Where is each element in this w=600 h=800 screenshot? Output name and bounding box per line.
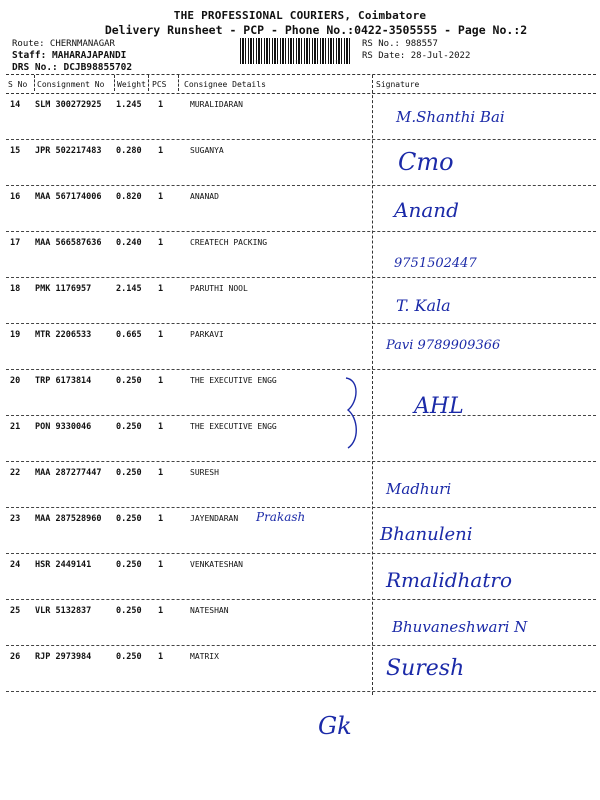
column-header-signature: Signature	[376, 80, 420, 89]
row-consignee: THE EXECUTIVE ENGG	[190, 376, 277, 385]
row-consignee: ANANAD	[190, 192, 219, 201]
row-signature: AHL	[414, 394, 464, 419]
table-row	[6, 646, 596, 692]
row-sno: 25	[10, 606, 21, 616]
table-row	[6, 462, 596, 508]
row-sno: 24	[10, 560, 21, 570]
page-subtitle: Delivery Runsheet - PCP - Phone No.:0422-3505555 - Page No.:2	[104, 23, 528, 37]
row-weight: 0.280	[116, 146, 142, 156]
table-row	[6, 416, 596, 462]
row-consignment: SLM 300272925	[35, 100, 102, 110]
row-signature: 9751502447	[394, 256, 477, 271]
row-sno: 18	[10, 284, 21, 294]
table-row	[6, 554, 596, 600]
row-sno: 19	[10, 330, 21, 340]
barcode	[240, 38, 352, 64]
table-row	[6, 370, 596, 419]
row-consignment: MAA 566587636	[35, 238, 102, 248]
row-sno: 22	[10, 468, 21, 478]
runsheet-table	[6, 74, 596, 695]
row-pcs: 1	[158, 560, 164, 570]
row-weight: 2.145	[116, 284, 142, 294]
row-weight: 0.250	[116, 376, 142, 386]
row-consignment: VLR 5132837	[35, 606, 92, 616]
row-signature: Rmalidhatro	[386, 568, 512, 592]
row-consignee: JAYENDARAN	[190, 514, 239, 523]
row-sno: 21	[10, 422, 21, 432]
row-consignment: HSR 2449141	[35, 560, 92, 570]
table-row	[6, 94, 596, 140]
drs-number: DRS No.: DCJB98855702	[12, 62, 133, 73]
row-pcs: 1	[158, 422, 164, 432]
row-signature: Anand	[394, 198, 459, 222]
row-consignment: PMK 1176957	[35, 284, 92, 294]
row-signature: Suresh	[386, 656, 465, 681]
row-sno: 16	[10, 192, 21, 202]
page-title: THE PROFESSIONAL COURIERS, Coimbatore	[173, 9, 427, 22]
row-weight: 0.250	[116, 652, 142, 662]
row-signature: M.Shanthi Bai	[396, 108, 505, 126]
row-weight: 1.245	[116, 100, 142, 110]
row-consignment: JPR 502217483	[35, 146, 102, 156]
row-pcs: 1	[158, 514, 164, 524]
row-pcs: 1	[158, 652, 164, 662]
route-label: Route: CHERNMANAGAR	[12, 39, 115, 49]
table-row	[6, 140, 596, 186]
row-weight: 0.250	[116, 606, 142, 616]
table-row	[6, 186, 596, 232]
row-consignee: SURESH	[190, 468, 219, 477]
row-weight: 0.820	[116, 192, 142, 202]
row-consignment: MAA 567174006	[35, 192, 102, 202]
staff-label: Staff: MAHARAJAPANDI	[12, 50, 127, 61]
row-consignee: CREATECH PACKING	[190, 238, 268, 247]
column-header-consignment: Consignment No	[37, 80, 105, 89]
row-consignment: MAA 287277447	[35, 468, 102, 478]
row-pcs: 1	[158, 468, 164, 478]
row-sno: 14	[10, 100, 21, 110]
column-header-weight: Weight	[117, 80, 146, 89]
row-consignee: THE EXECUTIVE ENGG	[190, 422, 277, 431]
row-pcs: 1	[158, 284, 164, 294]
rs-date: RS Date: 28-Jul-2022	[362, 51, 471, 61]
row-signature: Bhuvaneshwari N	[392, 618, 528, 636]
row-sno: 23	[10, 514, 21, 524]
row-pcs: 1	[158, 606, 164, 616]
row-weight: 0.250	[116, 560, 142, 570]
row-weight: 0.240	[116, 238, 142, 248]
table-row	[6, 232, 596, 278]
row-weight: 0.665	[116, 330, 142, 340]
row-pcs: 1	[158, 192, 164, 202]
row-weight: 0.250	[116, 514, 142, 524]
row-consignee: PARUTHI NOOL	[190, 284, 248, 293]
table-row	[6, 324, 596, 370]
row-consignee: SUGANYA	[190, 146, 224, 155]
brace-mark	[338, 374, 368, 452]
row-sno: 20	[10, 376, 21, 386]
row-signature: T. Kala	[396, 296, 451, 315]
row-consignment: MAA 287528960	[35, 514, 102, 524]
row-consignee: PARKAVI	[190, 330, 224, 339]
table-row	[6, 278, 596, 324]
row-signature: Cmo	[398, 148, 454, 176]
row-weight: 0.250	[116, 422, 142, 432]
row-pcs: 1	[158, 146, 164, 156]
row-sno: 17	[10, 238, 21, 248]
row-consignment: PON 9330046	[35, 422, 92, 432]
row-signature: Madhuri	[386, 480, 452, 498]
table-row	[6, 600, 596, 646]
row-weight: 0.250	[116, 468, 142, 478]
column-header-consignee: Consignee Details	[184, 80, 266, 89]
row-pcs: 1	[158, 238, 164, 248]
row-consignee: NATESHAN	[190, 606, 229, 615]
row-pcs: 1	[158, 376, 164, 386]
row-consignee: MATRIX	[190, 652, 219, 661]
column-header-sno: S No	[8, 80, 28, 89]
row-pcs: 1	[158, 100, 164, 110]
row-consignment: TRP 6173814	[35, 376, 92, 386]
row-signature: Bhanuleni	[380, 524, 473, 545]
row-signature: Pavi 9789909366	[386, 338, 501, 353]
handwritten-prakash: Prakash	[256, 510, 306, 524]
row-consignee: MURALIDARAN	[190, 100, 243, 109]
rs-number: RS No.: 988557	[362, 39, 438, 49]
row-consignment: RJP 2973984	[35, 652, 92, 662]
row-sno: 15	[10, 146, 21, 156]
column-header-pcs: PCS	[152, 80, 167, 89]
row-consignment: MTR 2206533	[35, 330, 92, 340]
footer-initials: Gk	[318, 712, 352, 740]
row-pcs: 1	[158, 330, 164, 340]
row-consignee: VENKATESHAN	[190, 560, 243, 569]
row-sno: 26	[10, 652, 21, 662]
